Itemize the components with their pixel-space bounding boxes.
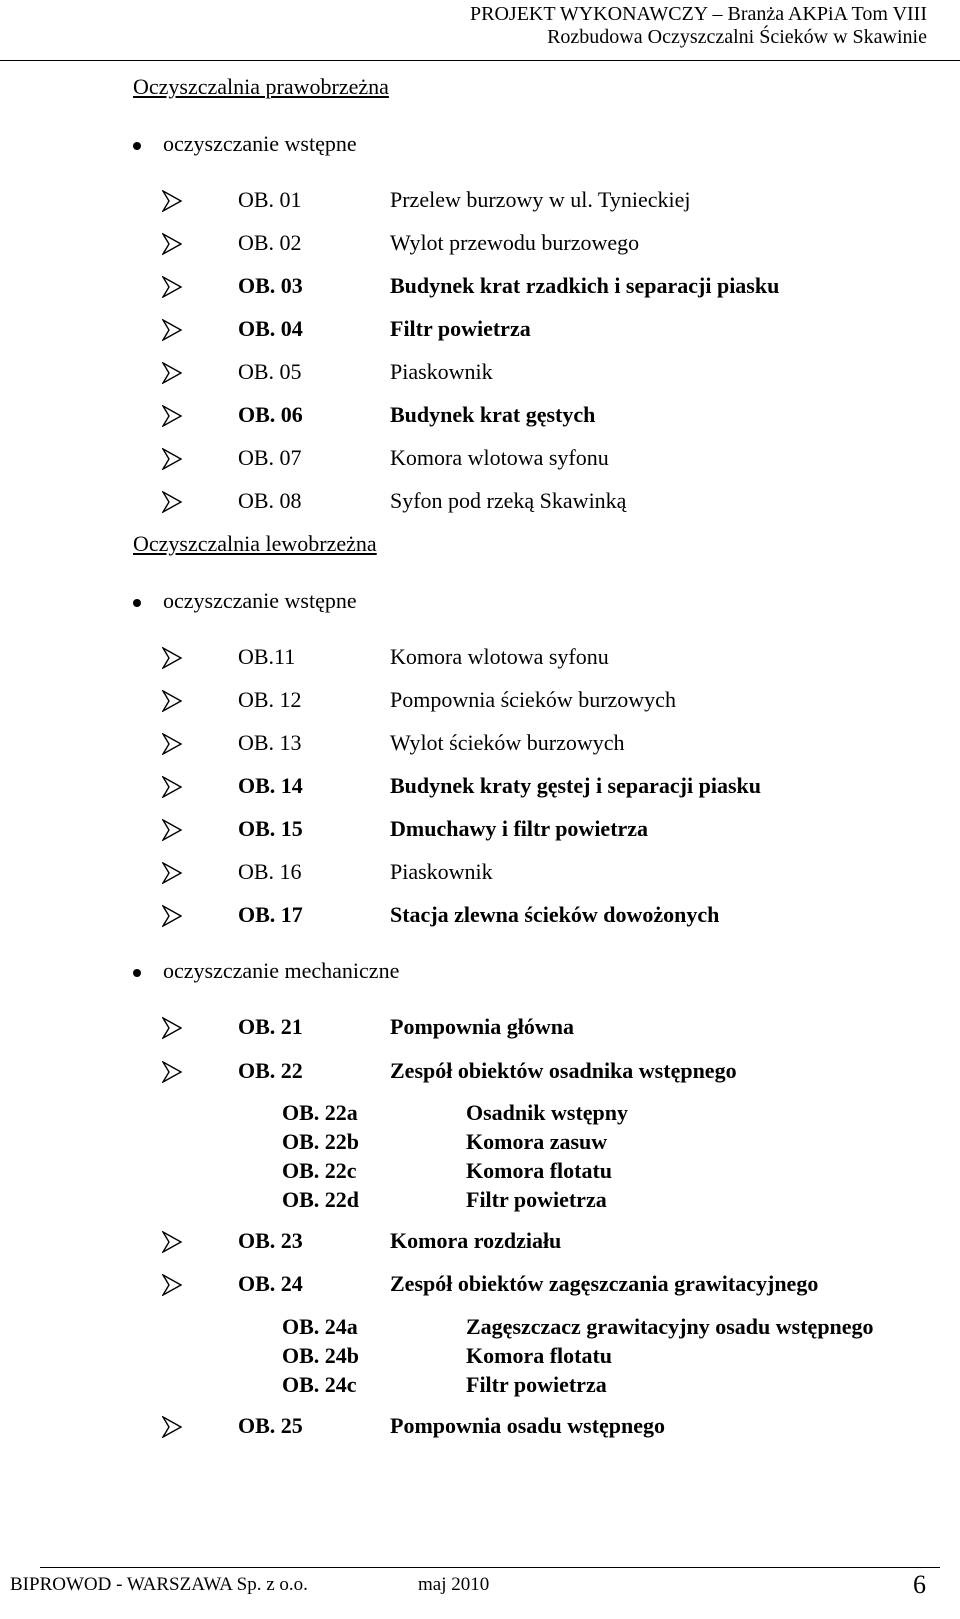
list-item [162, 859, 952, 889]
object-code: OB. 02 [238, 230, 302, 255]
arrow-bullet-icon [162, 1017, 182, 1039]
arrow-bullet-icon [162, 405, 182, 427]
object-code: OB. 15 [238, 816, 303, 841]
object-name: Dmuchawy i filtr powietrza [390, 816, 649, 841]
subobject-code: OB. 22d [282, 1187, 360, 1212]
list-item [162, 1271, 952, 1301]
arrow-bullet-icon [162, 190, 182, 212]
object-name: Zespół obiektów osadnika wstępnego [390, 1058, 737, 1083]
list-item [162, 773, 952, 803]
sub-list-item [282, 1372, 960, 1400]
list-item [162, 316, 952, 346]
object-name: Budynek krat rzadkich i separacji piasku [390, 273, 780, 298]
arrow-bullet-icon [162, 1061, 182, 1083]
subobject-code: OB. 22c [282, 1158, 357, 1183]
arrow-bullet-icon [162, 448, 182, 470]
object-name: Piaskownik [390, 859, 493, 884]
list-item [162, 230, 952, 260]
list-item [162, 1058, 952, 1088]
object-name: Filtr powietrza [390, 316, 531, 341]
list-item [162, 402, 952, 432]
subobject-code: OB. 22a [282, 1100, 358, 1125]
object-name: Pompownia główna [390, 1014, 574, 1039]
object-name: Przelew burzowy w ul. Tynieckiej [390, 187, 691, 212]
list-item [162, 816, 952, 846]
bullet-dot-icon [133, 969, 141, 977]
subobject-code: OB. 24c [282, 1372, 357, 1397]
subobject-name: Zagęszczacz grawitacyjny osadu wstępnego [466, 1314, 874, 1339]
sub-list-item [282, 1129, 960, 1157]
object-name: Syfon pod rzeką Skawinką [390, 488, 627, 513]
arrow-bullet-icon [162, 319, 182, 341]
subobject-code: OB. 22b [282, 1129, 360, 1154]
object-code: OB. 23 [238, 1228, 303, 1253]
object-code: OB. 05 [238, 359, 302, 384]
arrow-bullet-icon [162, 233, 182, 255]
subobject-name: Osadnik wstępny [466, 1100, 629, 1125]
list-item [162, 687, 952, 717]
object-code: OB. 13 [238, 730, 302, 755]
bullet-label: oczyszczanie wstępne [163, 131, 357, 156]
sub-list-item [282, 1158, 960, 1186]
bullet-label: oczyszczanie wstępne [163, 588, 357, 613]
object-code: OB. 21 [238, 1014, 303, 1039]
object-code: OB. 08 [238, 488, 302, 513]
object-name: Budynek kraty gęstej i separacji piasku [390, 773, 761, 798]
object-code: OB. 24 [238, 1271, 303, 1296]
object-name: Budynek krat gęstych [390, 402, 596, 427]
list-item [162, 644, 952, 674]
object-code: OB. 22 [238, 1058, 303, 1083]
object-code: OB. 16 [238, 859, 302, 884]
arrow-bullet-icon [162, 1416, 182, 1438]
header-subtitle: Rozbudowa Oczyszczalni Ścieków w Skawinie [547, 26, 927, 48]
subobject-name: Komora zasuw [466, 1129, 608, 1154]
list-item [162, 1228, 952, 1258]
arrow-bullet-icon [162, 491, 182, 513]
subobject-code: OB. 24b [282, 1343, 360, 1368]
object-code: OB. 17 [238, 902, 303, 927]
subobject-code: OB. 24a [282, 1314, 358, 1339]
page-number: 6 [913, 1570, 926, 1599]
list-item [162, 359, 952, 389]
list-item [162, 273, 952, 303]
object-name: Pompownia ścieków burzowych [390, 687, 676, 712]
header-divider [0, 60, 960, 61]
bullet-label: oczyszczanie mechaniczne [163, 958, 400, 983]
object-code: OB. 04 [238, 316, 303, 341]
subobject-name: Filtr powietrza [466, 1187, 607, 1212]
object-name: Komora rozdziału [390, 1228, 562, 1253]
list-item [162, 1014, 952, 1044]
object-code: OB. 14 [238, 773, 303, 798]
arrow-bullet-icon [162, 862, 182, 884]
sub-list-item [282, 1100, 960, 1128]
object-code: OB. 07 [238, 445, 302, 470]
list-item [162, 902, 952, 932]
list-item [162, 1413, 952, 1443]
subobject-name: Filtr powietrza [466, 1372, 607, 1397]
subobject-name: Komora flotatu [466, 1343, 613, 1368]
arrow-bullet-icon [162, 819, 182, 841]
footer-divider [40, 1567, 940, 1568]
footer-company: BIPROWOD - WARSZAWA Sp. z o.o. [10, 1574, 308, 1595]
subobject-name: Komora flotatu [466, 1158, 613, 1183]
sub-list-item [282, 1343, 960, 1371]
object-code: OB. 01 [238, 187, 302, 212]
section-title: Oczyszczalnia lewobrzeżna [133, 531, 377, 556]
object-name: Zespół obiektów zagęszczania grawitacyjnego [390, 1271, 819, 1296]
arrow-bullet-icon [162, 647, 182, 669]
footer-date: maj 2010 [418, 1574, 490, 1595]
sub-list-item [282, 1187, 960, 1215]
object-code: OB.11 [238, 644, 296, 669]
arrow-bullet-icon [162, 1231, 182, 1253]
object-name: Wylot ścieków burzowych [390, 730, 625, 755]
object-code: OB. 06 [238, 402, 303, 427]
object-code: OB. 25 [238, 1413, 303, 1438]
object-name: Wylot przewodu burzowego [390, 230, 640, 255]
sub-list-item [282, 1314, 960, 1342]
bullet-dot-icon [133, 599, 141, 607]
object-name: Komora wlotowa syfonu [390, 644, 609, 669]
section-title: Oczyszczalnia prawobrzeżna [133, 74, 389, 99]
list-item [162, 730, 952, 760]
object-name: Stacja zlewna ścieków dowożonych [390, 902, 720, 927]
object-name: Komora wlotowa syfonu [390, 445, 609, 470]
arrow-bullet-icon [162, 1274, 182, 1296]
list-item [162, 445, 952, 475]
object-code: OB. 03 [238, 273, 303, 298]
object-code: OB. 12 [238, 687, 302, 712]
arrow-bullet-icon [162, 905, 182, 927]
object-name: Pompownia osadu wstępnego [390, 1413, 666, 1438]
list-item [162, 488, 952, 518]
header-title: PROJEKT WYKONAWCZY – Branża AKPiA Tom VIII [470, 3, 927, 25]
object-name: Piaskownik [390, 359, 493, 384]
arrow-bullet-icon [162, 690, 182, 712]
arrow-bullet-icon [162, 733, 182, 755]
arrow-bullet-icon [162, 362, 182, 384]
bullet-dot-icon [133, 142, 141, 150]
arrow-bullet-icon [162, 276, 182, 298]
list-item [162, 187, 952, 217]
arrow-bullet-icon [162, 776, 182, 798]
